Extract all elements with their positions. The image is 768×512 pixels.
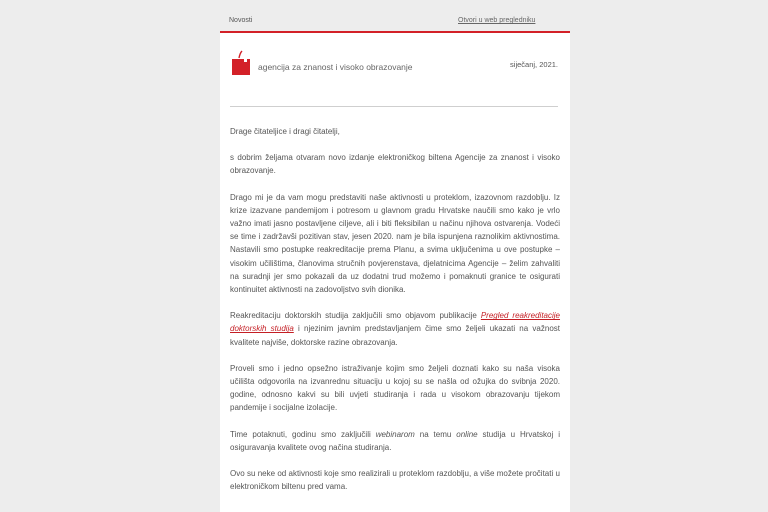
paragraph-intro: s dobrim željama otvaram novo izdanje elektroničkog biltena Agencije za znanost i visoko obrazovanje. — [230, 153, 560, 176]
agency-name: agencija za znanost i visoko obrazovanje — [258, 62, 413, 72]
newsletter-card — [220, 31, 570, 512]
text-segment: Reakreditaciju doktorskih studija zaključili smo objavom publikacije — [230, 311, 481, 321]
newsletter-body — [230, 125, 560, 506]
webinar-link[interactable]: webinarom — [375, 429, 415, 439]
paragraph-activities: Drago mi je da vam mogu predstaviti naše aktivnosti u proteklom, izazovnom razdoblju. Iz krize izazvane pandemijom i potresom u glavnom gradu Hrvatske naučili smo kako je vrlo važno imati jasno postavljene ciljeve, ali i biti fleksibilan u načinu njihova ostvarenja. Vodeći se time i zadržavši pozitivan stav, jesen 2020. nam je bila ispunjena raznolikim aktivnostima. Nastavili smo postupke reakreditacije prema Planu, a svima uključenima u ove postupke – visokim učilištima, članovima stručnih povjerenstava, djelatnicima Agencije – želim zahvaliti na suradnji jer smo pokazali da uz dodatni trud možemo i pomaknuti granice te osigurati kontinuitet aktivnosti na zadovoljstvo svih dionika. — [230, 192, 560, 295]
open-in-browser-link[interactable]: Otvori u web pregledniku — [458, 17, 536, 24]
news-label: Novosti — [229, 17, 253, 24]
greeting: Drage čitateljice i dragi čitatelji, — [230, 127, 340, 136]
paragraph-closing: Ovo su neke od aktivnosti koje smo realizirali u proteklom razdoblju, a više možete pročitati u elektroničkom biltenu pred vama. — [230, 469, 560, 492]
text-segment: i njezinim javnim predstavljanjem čime smo željeli ukazati na važnost kvalitete najviše, doktorske razine obrazovanja. — [230, 324, 560, 347]
email-top-bar — [220, 14, 570, 32]
publication-link[interactable]: Pregled reakreditacije doktorskih studija — [230, 311, 561, 334]
text-segment: na temu — [414, 429, 457, 439]
online-emphasis: online — [456, 429, 478, 439]
text-segment: Time potaknuti, godinu smo zaključili — [230, 429, 376, 439]
azvo-logo-icon — [230, 49, 252, 77]
text-segment: studija u Hrvatskoj i osiguravanja kvalitete ovog načina studiranja. — [230, 429, 560, 452]
paragraph-research: Proveli smo i jedno opsežno istraživanje kojim smo željeli doznati kako su naša visoka učilišta odgovorila na izvanrednu situaciju u kojoj su se našla od ožujka do svibnja 2020. godine, odnosno kakvi su bili uvjeti studiranja i rada u visokom obrazovanju tijekom pandemije i socijalne izolacije. — [230, 363, 560, 413]
paragraph-reaccreditation — [230, 309, 560, 349]
issue-date: siječanj, 2021. — [510, 60, 558, 69]
header-divider — [230, 106, 558, 107]
paragraph-webinar — [230, 428, 560, 454]
